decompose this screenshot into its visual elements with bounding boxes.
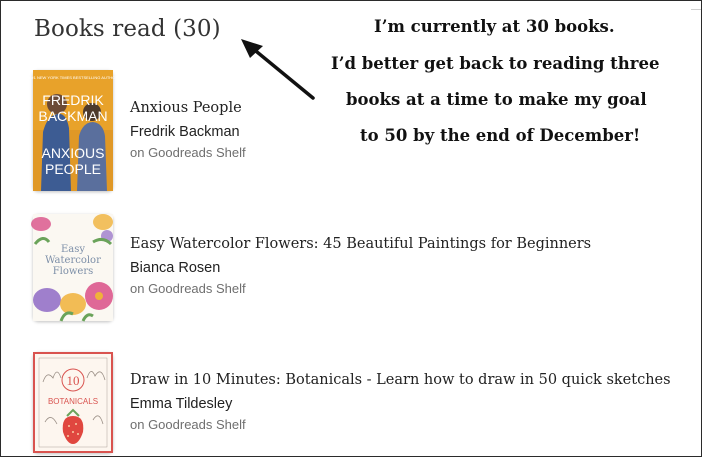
cover-top-text: A #1 NEW YORK TIMES BESTSELLING AUTHOR	[27, 75, 119, 80]
cover-title-text: Easy	[60, 244, 86, 255]
cover-title-text: PEOPLE	[44, 161, 102, 177]
book-cover-draw-in-10-minutes-botanicals[interactable]	[33, 352, 113, 453]
cover-title-text: Flowers	[52, 266, 94, 277]
cover-author-text: FREDRIK	[42, 92, 104, 108]
book-title[interactable]: Draw in 10 Minutes: Botanicals - Learn how to draw in 50 quick sketches	[130, 372, 671, 388]
book-cover-easy-watercolor-flowers[interactable]	[33, 214, 113, 321]
book-shelf-label[interactable]: on Goodreads Shelf	[130, 281, 246, 296]
arrow-icon	[237, 37, 317, 103]
note-line: I’d better get back to reading three	[331, 54, 660, 73]
note-line: I’m currently at 30 books.	[374, 17, 615, 36]
cover-number: 10	[66, 373, 80, 388]
cover-title-text: ANXIOUS	[41, 145, 105, 161]
note-line: books at a time to make my goal	[346, 90, 647, 109]
book-title[interactable]: Anxious People	[130, 100, 242, 116]
book-cover-anxious-people[interactable]	[27, 70, 119, 191]
note-line: to 50 by the end of December!	[360, 126, 641, 145]
book-shelf-label[interactable]: on Goodreads Shelf	[130, 417, 246, 432]
book-title[interactable]: Easy Watercolor Flowers: 45 Beautiful Paintings for Beginners	[130, 236, 592, 252]
cover-title-text: BOTANICALS	[47, 397, 99, 406]
book-author[interactable]: Emma Tildesley	[130, 396, 233, 412]
book-shelf-label[interactable]: on Goodreads Shelf	[130, 145, 246, 160]
book-author[interactable]: Bianca Rosen	[130, 260, 221, 276]
books-read-heading[interactable]: Books read (30)	[34, 16, 221, 42]
cover-author-text: BACKMAN	[38, 108, 108, 124]
cover-title-text: Watercolor	[45, 255, 101, 266]
book-author[interactable]: Fredrik Backman	[130, 124, 240, 140]
divider	[691, 9, 701, 10]
